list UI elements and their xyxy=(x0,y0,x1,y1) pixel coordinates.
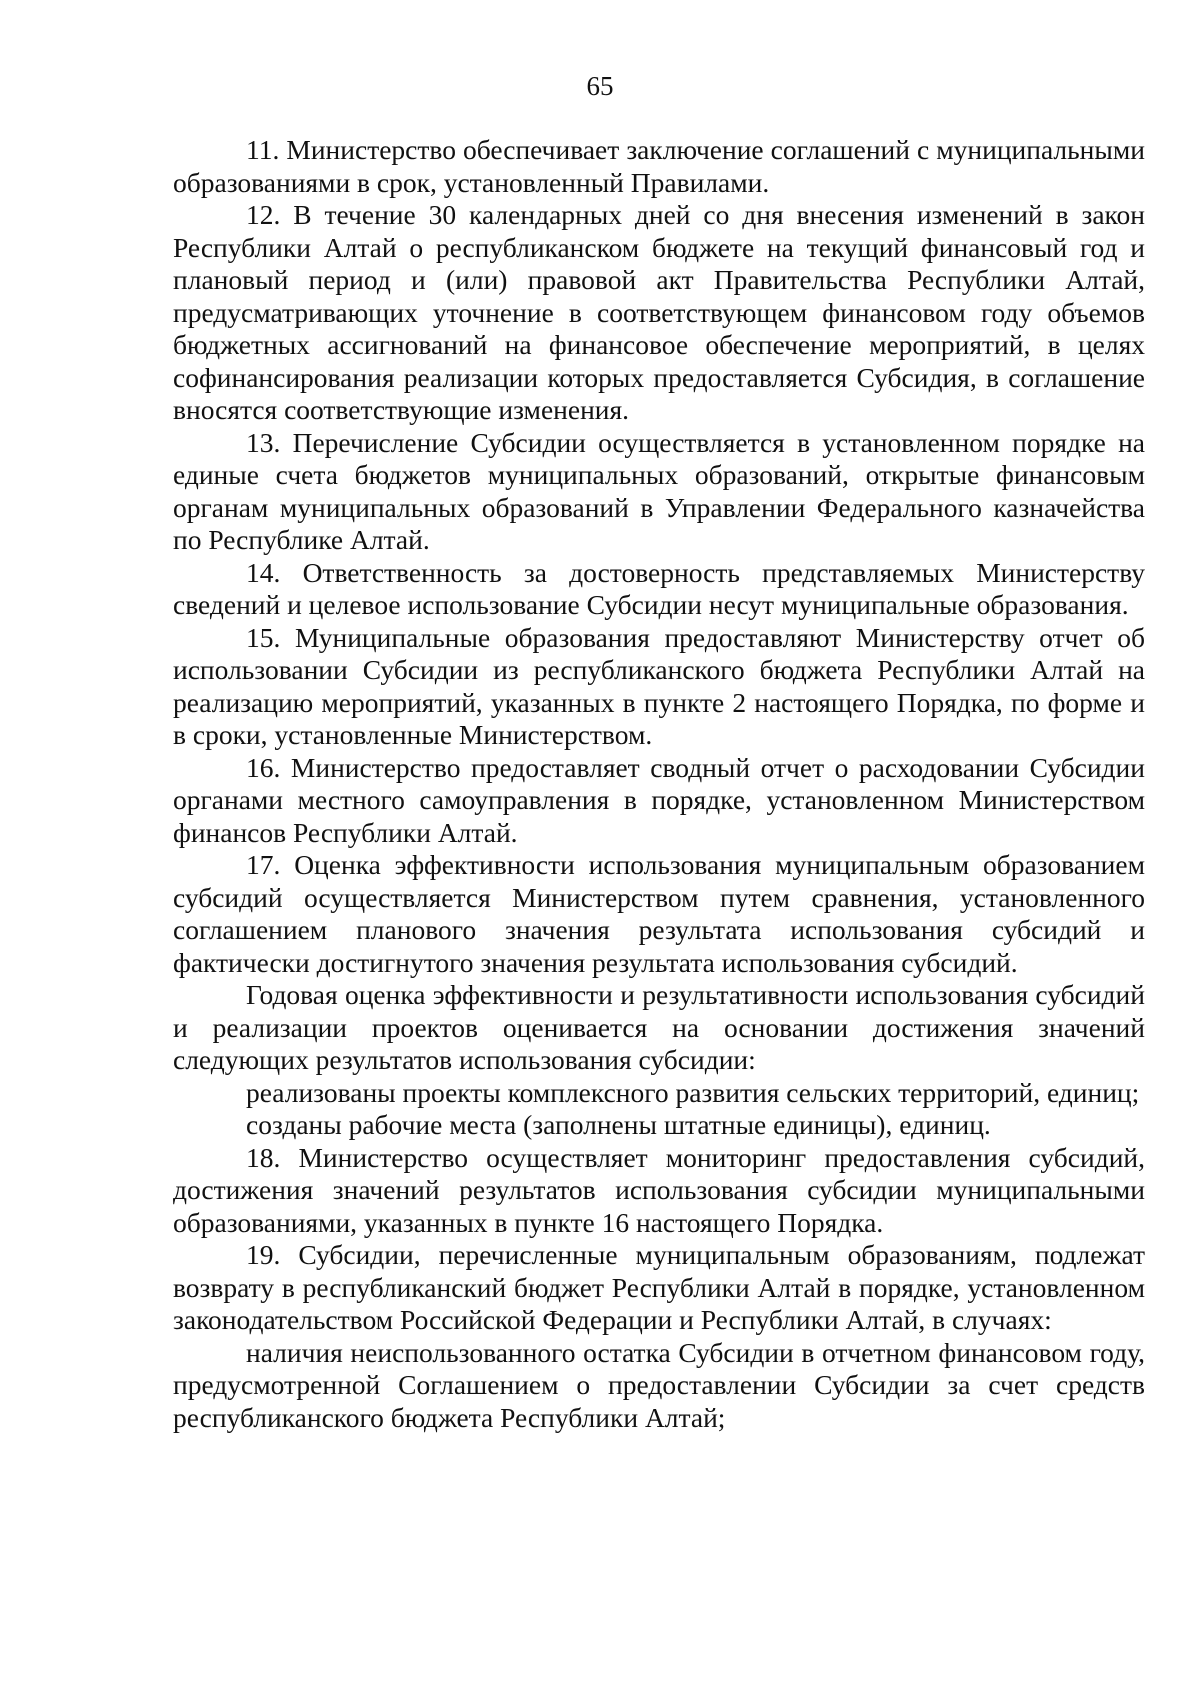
paragraph-result-jobs: созданы рабочие места (заполнены штатные единицы), единиц. xyxy=(246,1109,991,1140)
paragraph-unused-balance: наличия неиспользованного остатка Субсидии в отчетном финансовом году, предусмотренной Соглашением о предоставлении Субсидии за счет средств республиканского бюджета Республики Алтай; xyxy=(173,1336,1145,1433)
paragraph-result-projects: реализованы проекты комплексного развития сельских территорий, единиц; xyxy=(246,1076,1140,1108)
paragraph-item-17: 17. Оценка эффективности использования муниципальным образованием субсидий осуществляется Министерством путем сравнения, установленного соглашением планового значения результата использования субсидий и фактически достигнутого значения результата использования субсидий. xyxy=(173,849,1145,978)
paragraph-item-13: 13. Перечисление Субсидии осуществляется в установленном порядке на единые счета бюджетов муниципальных образований, открытые финансовым органам муниципальных образований в Управлении Федерального казначейства по Республике Алтай. xyxy=(173,426,1145,555)
paragraph-item-18: 18. Министерство осуществляет мониторинг предоставления субсидий, достижения значений результатов использования субсидии муниципальными образованиями, указанных в пункте 16 настоящего Порядка. xyxy=(173,1141,1145,1238)
paragraph-item-15: 15. Муниципальные образования предоставляют Министерству отчет об использовании Субсидии из республиканского бюджета Республики Алтай на реализацию мероприятий, указанных в пункте 2 настоящего Порядка, по форме и в сроки, установленные Министерством. xyxy=(173,621,1145,750)
paragraph-item-11: 11. Министерство обеспечивает заключение соглашений с муниципальными образованиями в срок, установленный Правилами. xyxy=(173,134,1145,198)
page-number: 65 xyxy=(586,71,614,101)
paragraph-item-12: 12. В течение 30 календарных дней со дня внесения изменений в закон Республики Алтай о республиканском бюджете на текущий финансовый год и плановый период и (или) правовой акт Правительства Республики Алтай, предусматривающих уточнение в соответствующем финансовом году объемов бюджетных ассигнований на финансовое обеспечение мероприятий, в целях софинансирования реализации которых предоставляется Субсидия, в соглашение вносятся соответствующие изменения. xyxy=(173,199,1145,425)
document-body xyxy=(173,134,1145,1434)
paragraph-item-16: 16. Министерство предоставляет сводный отчет о расходовании Субсидии органами местного самоуправления в порядке, установленном Министерством финансов Республики Алтай. xyxy=(173,751,1145,848)
paragraph-annual-assessment: Годовая оценка эффективности и результативности использования субсидий и реализации проектов оценивается на основании достижения значений следующих результатов использования субсидии: xyxy=(173,979,1145,1075)
paragraph-item-19: 19. Субсидии, перечисленные муниципальным образованиям, подлежат возврату в республиканский бюджет Республики Алтай в порядке, установленном законодательством Российской Федерации и Республики Алтай, в случаях: xyxy=(173,1239,1145,1335)
paragraph-item-14: 14. Ответственность за достоверность представляемых Министерству сведений и целевое использование Субсидии несут муниципальные образования. xyxy=(173,556,1145,620)
